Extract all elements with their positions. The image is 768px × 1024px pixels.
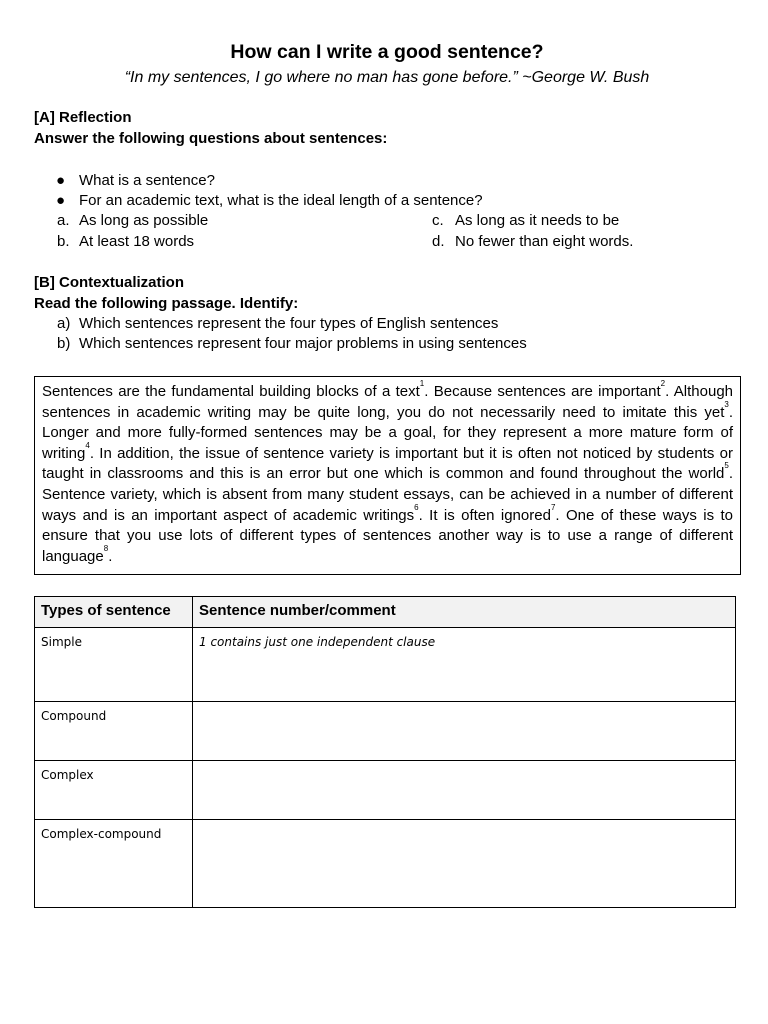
passage-text: . Longer and more fully-formed sentences may be a goal, for they represent a more mature form of writing xyxy=(42,403,733,462)
section-a-heading: [A] Reflection xyxy=(34,109,132,126)
sentence-types-table xyxy=(34,596,736,908)
sentence-number: 5 xyxy=(724,461,729,471)
table-row xyxy=(35,761,736,820)
identify-item-b: Which sentences represent four major problems in using sentences xyxy=(79,335,527,352)
passage-text: . xyxy=(108,547,113,565)
table-row xyxy=(35,702,736,761)
sentence-type-cell: Simple xyxy=(35,628,193,702)
comment-cell[interactable] xyxy=(193,702,736,761)
item-marker: b) xyxy=(57,335,71,352)
bullet-marker: ● xyxy=(56,172,66,189)
passage-text: . Sentence variety, which is absent from many student essays, can be achieved in a number of different ways and is an important aspect of academic writings xyxy=(42,465,733,524)
sentence-type-cell: Complex-compound xyxy=(35,820,193,908)
sentence-number: 4 xyxy=(85,440,90,450)
option-marker: d. xyxy=(432,233,445,250)
passage-text: . In addition, the issue of sentence variety is important but it is often not noticed by students or taught in classrooms and this is an error but one which is common and found throughout the world xyxy=(42,444,733,483)
table-header-row xyxy=(35,597,736,628)
option-marker: a. xyxy=(57,212,70,229)
section-b-instruction: Read the following passage. Identify: xyxy=(34,295,299,312)
passage-text: . Although sentences in academic writing may be quite long, you do not necessarily need to imitate this yet xyxy=(42,383,734,421)
reading-passage xyxy=(34,376,741,575)
identify-item-a: Which sentences represent the four types of English sentences xyxy=(79,315,499,332)
option-marker: b. xyxy=(57,233,70,250)
comment-cell[interactable] xyxy=(193,761,736,820)
passage-text: . Because sentences are important xyxy=(424,383,661,400)
section-a-instruction: Answer the following questions about sentences: xyxy=(34,130,388,147)
option-marker: c. xyxy=(432,212,444,229)
comment-cell[interactable]: 1 contains just one independent clause xyxy=(193,628,736,702)
sentence-number: 1 xyxy=(419,379,425,388)
sentence-number: 7 xyxy=(550,502,556,512)
page-title: How can I write a good sentence? xyxy=(230,41,544,63)
passage-text: . One of these ways is to ensure that you use lots of different types of sentences another way is to use a range of different language xyxy=(42,506,734,565)
option-a: As long as possible xyxy=(79,212,209,229)
option-c: As long as it needs to be xyxy=(455,212,620,229)
table-row xyxy=(35,628,736,702)
sentence-number: 6 xyxy=(414,502,419,512)
option-b: At least 18 words xyxy=(79,233,195,250)
header-sentence-number-comment: Sentence number/comment xyxy=(193,597,736,628)
item-marker: a) xyxy=(57,315,71,332)
question-2: For an academic text, what is the ideal length of a sentence? xyxy=(79,192,483,209)
header-types-of-sentence: Types of sentence xyxy=(35,597,193,628)
sentence-type-cell: Complex xyxy=(35,761,193,820)
table-row xyxy=(35,820,736,908)
sentence-number: 8 xyxy=(103,543,109,553)
passage-text: . It is often ignored xyxy=(418,506,551,524)
option-d: No fewer than eight words. xyxy=(455,233,634,250)
sentence-number: 3 xyxy=(724,399,729,409)
sentence-number: 2 xyxy=(660,379,666,388)
passage-text: Sentences are the fundamental building blocks of a text xyxy=(42,383,420,400)
comment-cell[interactable] xyxy=(193,820,736,908)
question-1: What is a sentence? xyxy=(79,172,215,189)
section-b-heading: [B] Contextualization xyxy=(34,274,184,291)
sentence-type-cell: Compound xyxy=(35,702,193,761)
epigraph-quote: “In my sentences, I go where no man has gone before.” ~George W. Bush xyxy=(124,69,650,86)
bullet-marker: ● xyxy=(56,192,66,209)
